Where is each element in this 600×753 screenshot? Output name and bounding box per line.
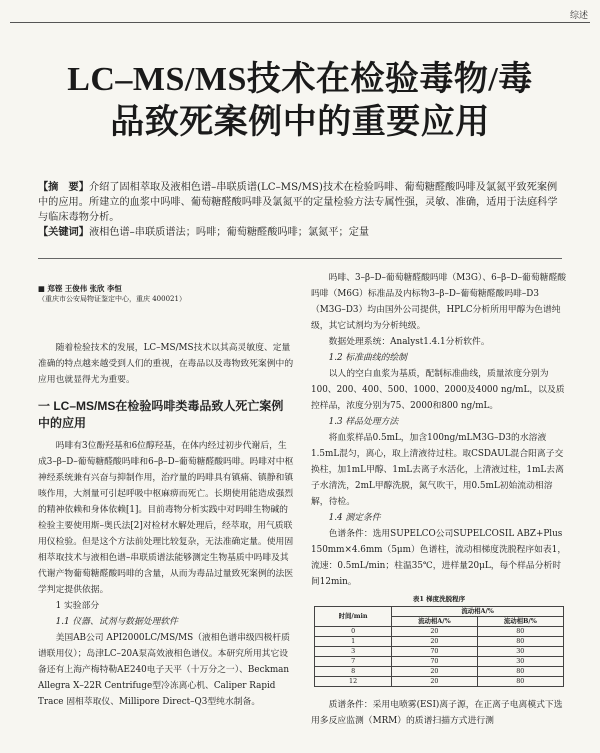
section-tag: 综述 xyxy=(569,11,588,21)
table-row: 0 20 80 xyxy=(315,627,564,637)
subsection-1-4: 1.4 测定条件 xyxy=(328,513,381,523)
table-header-time: 时间/min xyxy=(315,607,392,627)
top-rule xyxy=(10,22,590,23)
gradient-table xyxy=(314,606,564,687)
keywords-text: 液相色谱–串联质谱法；吗啡；葡萄糖醛酸吗啡；氯氮平；定量 xyxy=(88,227,370,238)
standards-paragraph: 吗啡、3–β–D–葡萄糖醛酸吗啡（M3G）、6–β–D–葡萄糖醛酸吗啡（M6G）标准品及内标物3–β–D–葡萄糖醛酸吗啡–D3（M3G–D3）均由国外公司提供，HPLC分析所用甲醇为色谱纯级，其它试剂均为分析纯级。 xyxy=(311,273,567,331)
author-names: ■ 郑铿 王俊伟 张欣 李恒 xyxy=(38,284,122,293)
sample-prep-paragraph: 将血浆样品0.5mL，加含100ng/mLM3G–D3的水溶液1.5mL混匀，离心，取上清液待过柱。取CSDAUL混合阳离子交换柱，加1mL甲醇、1mL去离子水活化，上清液过柱，1mL去离子水清洗，2mL甲醇洗脱，氮气吹干，用0.5mL初始流动相溶解，待检。 xyxy=(311,433,564,507)
abstract-body xyxy=(38,180,562,225)
calibration-paragraph: 以人的空白血浆为基质，配制标准曲线，质量浓度分别为100、200、400、500、1000、2000及4000 ng/mL，以及质控样品，浓度分别为75、2000和800 ng/mL。 xyxy=(311,369,565,411)
table-row: 12 20 80 xyxy=(315,677,564,687)
table-caption: 表1 梯度洗脱程序 xyxy=(412,595,466,603)
abstract-divider xyxy=(38,258,562,259)
table-header-b: 流动相B/% xyxy=(477,617,563,627)
section-1-heading: 一 LC–MS/MS在检验吗啡类毒品致人死亡案例中的应用 xyxy=(38,399,284,430)
table-row: 3 70 30 xyxy=(315,647,564,657)
right-column xyxy=(311,270,567,729)
subsection-1-3: 1.3 样品处理方法 xyxy=(328,417,399,427)
mass-spec-paragraph: 质谱条件：采用电喷雾(ESI)离子源，在正离子电离模式下选用多反应监测（MRM）的质谱扫描方式进行测 xyxy=(311,700,563,726)
chromatography-paragraph: 色谱条件：选用SUPELCO公司SUPELCOSIL ABZ+Plus 150mm×4.6mm（5μm）色谱柱，流动相梯度洗脱程序如表1，流速：0.5mL/min；柱温35℃，进样量20μL，每个样品分析时间12min。 xyxy=(311,529,567,587)
table-header-a: 流动相A/% xyxy=(392,617,477,627)
left-column xyxy=(38,284,294,710)
page-title xyxy=(0,58,600,144)
intro-paragraph: 随着检验技术的发展，LC–MS/MS技术以其高灵敏度、定量准确的特点越来越受到人们的重视，在毒品以及毒物致死案例中的应用也就显得尤为重要。 xyxy=(38,343,294,385)
table-header-phase: 流动相A/% xyxy=(392,607,564,617)
morphine-paragraph: 吗啡有3位酚羟基和6位醇羟基，在体内经过初步代谢后，生成3–β–D–葡萄糖醛酸吗啡和6–β–D–葡萄糖醛酸吗啡。吗啡对中枢神经系统兼有兴奋与抑制作用，治疗量的吗啡具有镇痛、镇静和镇咳作用，大剂量可引起呼吸中枢麻痹而死亡。长期使用能造成强烈的精神依赖和身体依赖[1]。目前毒物分析实践中对吗啡生物碱的检验主要使用斯–奥氏法[2]对检材水解处理后，经萃取，用气质联用仪检验。但是这个方法前处理比较复杂，无法准确定量。使用固相萃取技术与液相色谱–串联质谱法能够测定生物基质中吗啡及其代谢产物葡萄糖醛酸吗啡的含量，从而为毒品过量致死案例的法医学判定提供依据。 xyxy=(38,441,294,595)
subsection-1: 1 实验部分 xyxy=(55,601,100,611)
keywords-line xyxy=(38,225,562,240)
author-affiliation: （重庆市公安局物证鉴定中心，重庆 400021） xyxy=(38,295,186,303)
title-line-1: LC–MS/MS技术在检验毒物/毒 xyxy=(67,61,533,98)
subsection-1-2: 1.2 标准曲线的绘制 xyxy=(328,353,407,363)
title-line-2: 品致死案例中的重要应用 xyxy=(110,104,490,141)
keywords-tag: 【关键词】 xyxy=(38,226,89,238)
author-block xyxy=(38,284,294,304)
abstract xyxy=(38,180,562,240)
instruments-paragraph: 美国AB公司 API2000LC/MS/MS（液相色谱串级四极杆质谱联用仪）；岛津LC–20A泵高效液相色谱仪。本研究所用其它设备还有上海产梅特勒AE240电子天平（十万分之一）、Beckman Allegra X–22R Centrifuge型冷冻离心机、Caliper Rapid Trace 固相萃取仪、Millipore Direct–Q3型纯水制备。 xyxy=(38,633,290,707)
table-row: 8 20 80 xyxy=(315,667,564,677)
abstract-text: 介绍了固相萃取及液相色谱–串联质谱(LC–MS/MS)技术在检验吗啡、葡萄糖醛酸吗啡及氯氮平致死案例中的应用。所建立的血浆中吗啡、葡萄糖醛酸吗啡及氯氮平的定量检验方法专属性强，灵敏、准确，适用于法庭科学与临床毒物分析。 xyxy=(38,182,558,223)
abstract-tag: 【摘 要】 xyxy=(38,181,89,193)
software-paragraph: 数据处理系统：Analyst1.4.1分析软件。 xyxy=(328,337,490,347)
subsection-1-1: 1.1 仪器、试剂与数据处理软件 xyxy=(55,617,178,627)
table-row: 7 70 30 xyxy=(315,657,564,667)
table-row: 1 20 80 xyxy=(315,637,564,647)
